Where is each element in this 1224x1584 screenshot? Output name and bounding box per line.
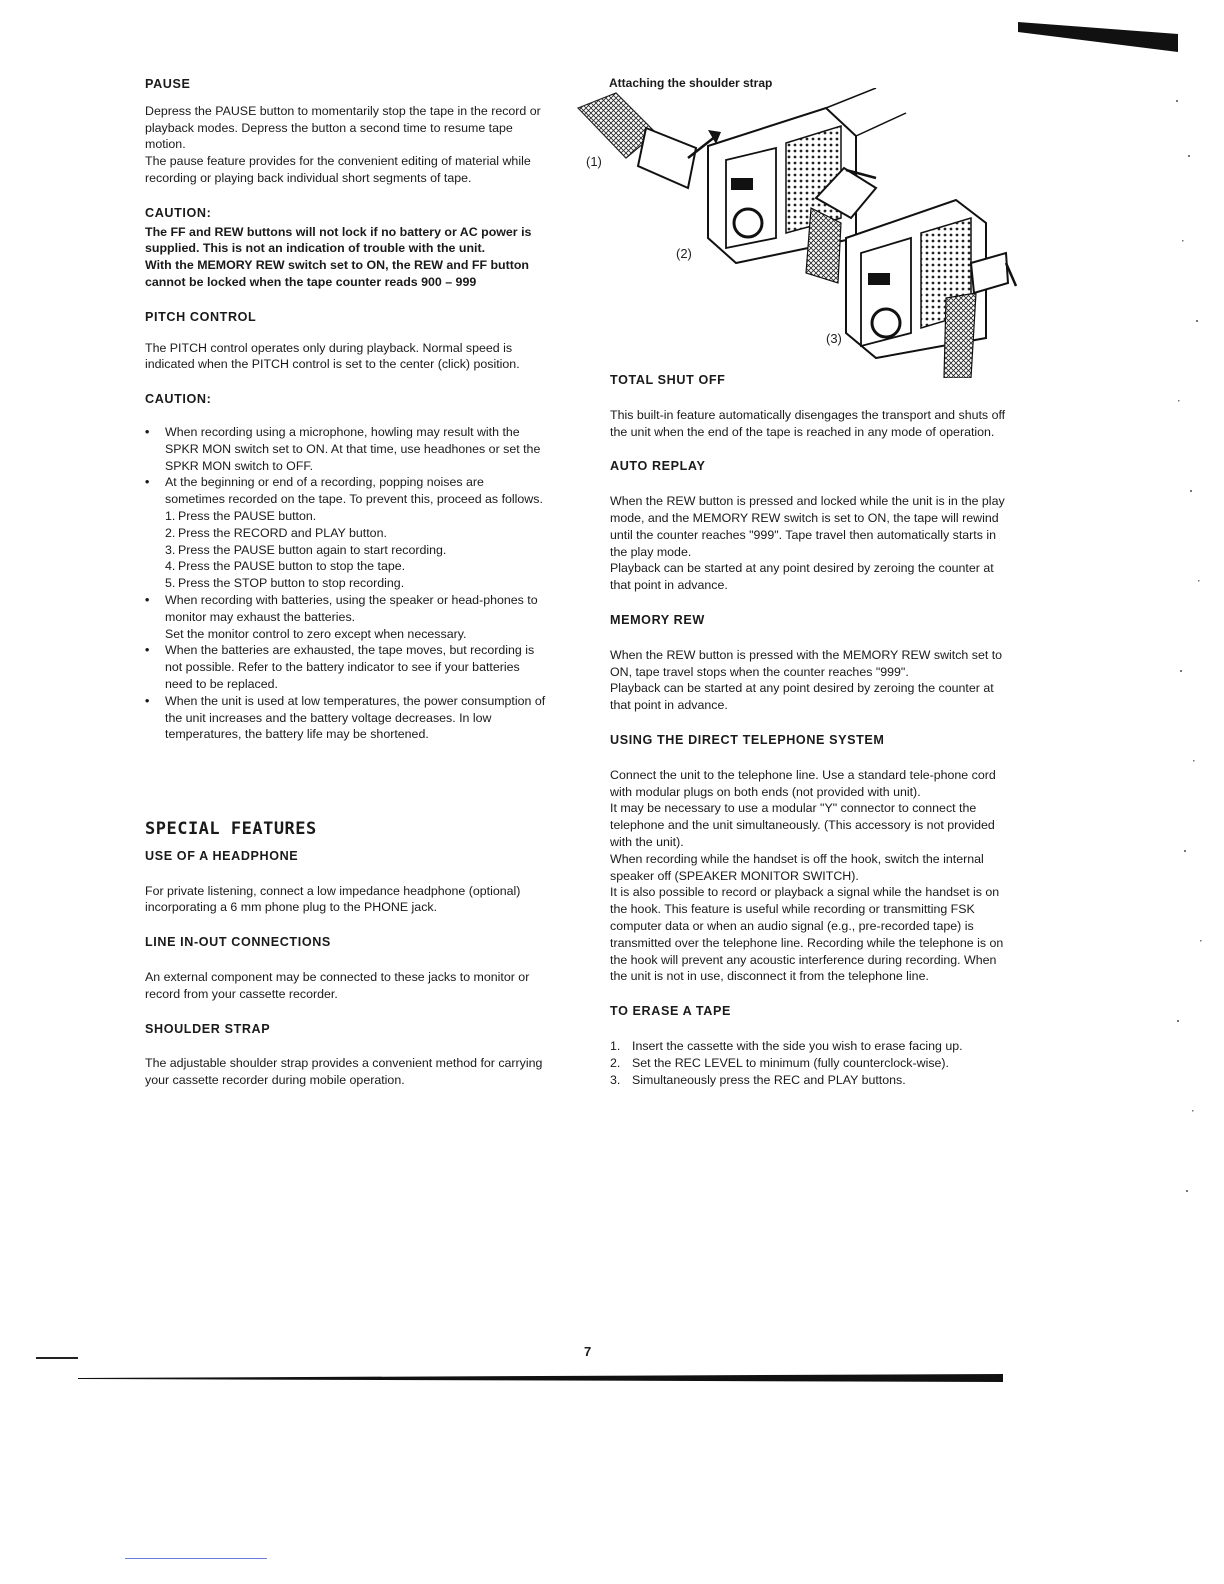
- list-item: 3. Press the PAUSE button again to start recording.: [165, 542, 447, 557]
- caution-heading-2: CAUTION:: [145, 392, 212, 407]
- headphone-paragraph: For private listening, connect a low impedance headphone (optional) incorporating a 6 mm phone plug to the PHONE jack.: [145, 883, 521, 915]
- memory-rew-heading: MEMORY REW: [610, 612, 705, 627]
- pitch-paragraph: The PITCH control operates only during playback. Normal speed is indicated when the PITCH control is set to the center (click) position.: [145, 340, 520, 372]
- right-column: [610, 372, 1012, 1088]
- auto-replay-paragraph-1: When the REW button is pressed and locked while the unit is in the play mode, and the MEMORY REW switch is set to ON, the tape will rewind until the counter reaches "999". Tape travel then automatically starts in the play mode.: [610, 494, 1005, 559]
- telephone-paragraph-4: It is also possible to record or playback a signal while the handset is on the hook. This feature is useful while recording or transmitting FSK computer data or when an audio signal (e.g., pre-recorded tape) is transmitted over the telephone line. Recording while the telephone is on the hook will prevent any acoustic interference during recording. When the unit is not in use, disconnect it from the telephone line.: [610, 885, 1004, 984]
- knob-shape: [734, 209, 762, 237]
- total-shut-off-paragraph: This built-in feature automatically disengages the transport and shuts off the unit when the end of the tape is reached in any mode of operation.: [610, 407, 1006, 439]
- list-item: 3. Simultaneously press the REC and PLAY buttons.: [610, 1072, 906, 1087]
- caution-bullet: • At the beginning or end of a recording, popping noises are sometimes recorded on the tape. To prevent this, proceed as follows. 1. Press the PAUSE button. 2. Press the RECORD and PLAY button. 3. Press the PAUSE button again to start recording. 4. Press the PAUSE button to stop the tape. 5. Press the STOP button to stop recording.: [145, 474, 547, 592]
- popping-steps: [165, 508, 547, 592]
- caution-paragraph-2: With the MEMORY REW switch set to ON, the REW and FF button cannot be locked when the tape counter reads 900 – 999: [145, 258, 529, 289]
- erase-tape-heading: TO ERASE A TAPE: [610, 1004, 731, 1019]
- line-in-out-paragraph: An external component may be connected to these jacks to monitor or record from your cassette recorder.: [145, 970, 530, 1001]
- strap-buckle-shape: [638, 128, 696, 188]
- left-column: [145, 76, 547, 1089]
- caution-bullet-list: [145, 424, 547, 743]
- list-item: 2. Press the RECORD and PLAY button.: [165, 525, 387, 540]
- shoulder-strap-heading: SHOULDER STRAP: [145, 1021, 271, 1036]
- special-features-heading: SPECIAL FEATURES: [145, 819, 317, 840]
- telephone-heading: USING THE DIRECT TELEPHONE SYSTEM: [610, 732, 885, 747]
- memory-rew-paragraph-2: Playback can be started at any point desired by zeroing the counter at that point in advance.: [610, 681, 994, 713]
- scan-edge-speckle: [1168, 60, 1208, 1260]
- telephone-paragraph-2: It may be necessary to use a modular "Y" connector to connect the telephone and the unit simultaneously. (This accessory is not provided with the unit).: [610, 801, 995, 849]
- pitch-heading: PITCH CONTROL: [145, 309, 257, 324]
- caution-bullet: • When the unit is used at low temperatures, the power consumption of the unit increases and the battery voltage decreases. In low temperatures, the battery life may be shortened.: [145, 693, 547, 743]
- switch-shape: [868, 273, 890, 285]
- strap-mesh-shape: [944, 293, 976, 378]
- total-shut-off-heading: TOTAL SHUT OFF: [610, 373, 726, 387]
- bottom-rule: [78, 1373, 1003, 1382]
- figure-caption: Attaching the shoulder strap: [609, 76, 773, 90]
- list-item: 4. Press the PAUSE button to stop the tape.: [165, 559, 406, 574]
- scan-edge-mark: [1018, 22, 1178, 52]
- list-item: 5. Press the STOP button to stop recording.: [165, 576, 405, 591]
- short-rule: [36, 1357, 78, 1359]
- caution-bullet: • When the batteries are exhausted, the tape moves, but recording is not possible. Refer to the battery indicator to see if your batteries need to be replaced.: [145, 642, 547, 692]
- auto-replay-heading: AUTO REPLAY: [610, 459, 706, 474]
- erase-steps: [610, 1038, 1012, 1088]
- footer-link-line: [125, 1558, 267, 1559]
- shoulder-strap-paragraph: The adjustable shoulder strap provides a convenient method for carrying your cassette recorder during mobile operation.: [145, 1056, 543, 1088]
- figure-label-1: (1): [586, 154, 602, 169]
- caution-heading-1: CAUTION:: [145, 205, 212, 220]
- switch-shape: [731, 178, 753, 190]
- pause-paragraph-1: Depress the PAUSE button to momentarily stop the tape in the record or playback modes. Depress the button a second time to resume tape motion.: [145, 103, 541, 152]
- figure-label-3: (3): [826, 331, 842, 346]
- line-in-out-heading: LINE IN-OUT CONNECTIONS: [145, 935, 331, 950]
- list-item: 2. Set the REC LEVEL to minimum (fully counterclock-wise).: [610, 1055, 949, 1070]
- headphone-heading: USE OF A HEADPHONE: [145, 848, 299, 863]
- list-item: 1. Press the PAUSE button.: [165, 508, 317, 523]
- figure-label-2: (2): [676, 246, 692, 261]
- caution-paragraph-1: The FF and REW buttons will not lock if no battery or AC power is supplied. This is not an indication of trouble with the unit.: [145, 224, 532, 256]
- pause-heading: PAUSE: [145, 77, 191, 91]
- auto-replay-paragraph-2: Playback can be started at any point desired by zeroing the counter at that point in advance.: [610, 561, 994, 593]
- list-item: 1. Insert the cassette with the side you wish to erase facing up.: [610, 1038, 963, 1053]
- knob-shape: [872, 309, 900, 337]
- telephone-paragraph-3: When recording while the handset is off the hook, switch the internal speaker off (SPEAKER MONITOR SWITCH).: [610, 851, 984, 883]
- telephone-paragraph-1: Connect the unit to the telephone line. Use a standard tele-phone cord with modular plugs on both ends (not provided with unit).: [610, 767, 996, 799]
- shoulder-strap-illustration: [576, 88, 1026, 378]
- memory-rew-paragraph-1: When the REW button is pressed with the MEMORY REW switch set to ON, tape travel stops when the counter reaches "999".: [610, 647, 1003, 679]
- page-number: 7: [584, 1344, 592, 1359]
- pause-paragraph-2: The pause feature provides for the convenient editing of material while recording or playing back individual short segments of tape.: [145, 154, 531, 185]
- caution-bullet: • When recording using a microphone, howling may result with the SPKR MON switch set to ON. At that time, use headhones or set the SPKR MON switch to OFF.: [145, 424, 547, 474]
- caution-bullet: • When recording with batteries, using the speaker or head-phones to monitor may exhaust the batteries. Set the monitor control to zero except when necessary.: [145, 592, 547, 642]
